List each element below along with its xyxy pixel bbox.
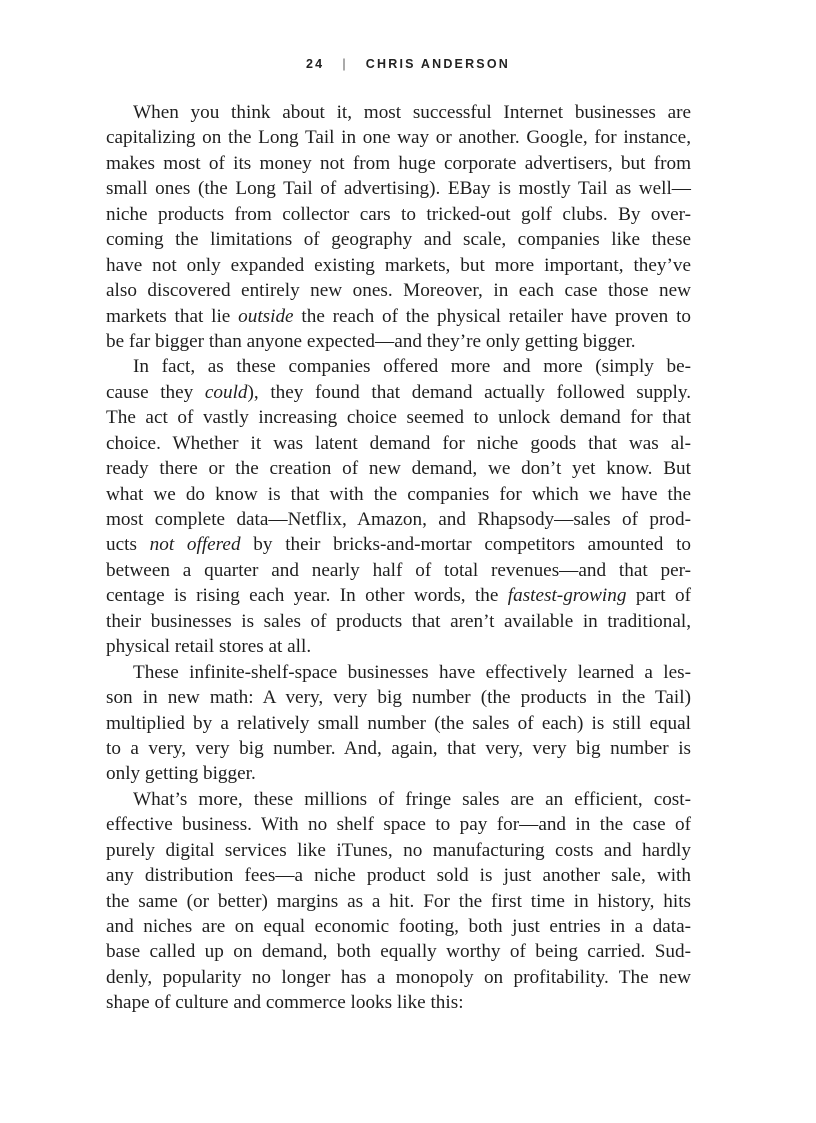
text-run: be far bigger than anyone expected—and they’re only getting bigger. [106, 330, 636, 352]
text-run: centage is rising each year. In other words, the [106, 585, 508, 607]
text-line [106, 914, 691, 939]
text-line [106, 609, 691, 634]
text-run: the same (or better) margins as a hit. For the first time in history, hits [106, 890, 691, 912]
text-line [106, 863, 691, 888]
text-run: and niches are on equal economic footing, both just entries in a data- [106, 916, 691, 937]
header-separator: | [342, 57, 348, 71]
text-line [106, 532, 691, 557]
text-run: part of [626, 585, 691, 607]
text-run: between a quarter and nearly half of total revenues—and that per- [106, 559, 691, 581]
text-run: purely digital services like iTunes, no manufacturing costs and hardly [106, 839, 691, 861]
text-line [106, 202, 691, 227]
text-line [106, 965, 691, 990]
italic-text: outside [238, 305, 294, 327]
text-run: small ones (the Long Tail of advertising). EBay is mostly Tail as well— [106, 178, 691, 200]
text-run: What’s more, these millions of fringe sales are an efficient, cost- [133, 788, 691, 810]
text-line [106, 354, 691, 379]
text-run: most complete data—Netflix, Amazon, and Rhapsody—sales of prod- [106, 509, 691, 530]
running-head [0, 57, 816, 71]
text-run: ), they found that demand actually followed supply. [247, 381, 691, 403]
text-run: son in new math: A very, very big number (the products in the Tail) [106, 687, 691, 709]
text-line [106, 278, 691, 303]
text-line [106, 889, 691, 914]
text-run: effective business. With no shelf space to pay for—and in the case of [106, 814, 691, 836]
text-line [106, 812, 691, 837]
text-line [106, 990, 691, 1015]
text-run: shape of culture and commerce looks like this: [106, 992, 464, 1014]
text-line [106, 939, 691, 964]
text-run: only getting bigger. [106, 763, 256, 785]
italic-text: could [204, 381, 248, 403]
text-run: choice. Whether it was latent demand for niche goods that was al- [106, 432, 691, 454]
text-run: coming the limitations of geography and scale, companies like these [106, 229, 691, 251]
text-run: their businesses is sales of products that aren’t available in traditional, [106, 610, 691, 632]
paragraph [106, 100, 691, 354]
text-line [106, 761, 691, 786]
text-run: to a very, very big number. And, again, that very, very big number is [106, 737, 691, 759]
text-line [106, 482, 691, 507]
text-run: physical retail stores at all. [106, 636, 312, 658]
text-line [106, 227, 691, 252]
text-run: by their bricks-and-mortar competitors amounted to [240, 534, 691, 556]
text-run: the reach of the physical retailer have proven to [293, 305, 691, 327]
text-line [106, 558, 691, 583]
text-line [106, 838, 691, 863]
author-name: CHRIS ANDERSON [365, 57, 510, 71]
text-line [106, 507, 691, 532]
italic-text: not offered [149, 534, 241, 556]
text-line [106, 151, 691, 176]
text-line [106, 736, 691, 761]
text-line [106, 329, 691, 354]
text-run: These infinite-shelf-space businesses have effectively learned a les- [133, 661, 691, 683]
text-line [106, 125, 691, 150]
paragraph [106, 354, 691, 659]
text-line [106, 685, 691, 710]
text-run: capitalizing on the Long Tail in one way or another. Google, for instance, [106, 127, 691, 149]
text-run: niche products from collector cars to tricked-out golf clubs. By over- [106, 203, 691, 225]
text-line [106, 304, 691, 329]
text-run: also discovered entirely new ones. Moreover, in each case those new [106, 280, 691, 302]
text-line [106, 634, 691, 659]
text-line [106, 253, 691, 278]
text-run: The act of vastly increasing choice seemed to unlock demand for that [106, 407, 691, 429]
text-run: multiplied by a relatively small number (the sales of each) is still equal [106, 712, 691, 734]
text-line [106, 176, 691, 201]
text-run: any distribution fees—a niche product sold is just another sale, with [106, 865, 691, 887]
text-line [106, 660, 691, 685]
text-line [106, 583, 691, 608]
text-run: ready there or the creation of new demand, we don’t yet know. But [106, 458, 691, 480]
text-run: have not only expanded existing markets, but more important, they’ve [106, 254, 691, 276]
text-run: cause they [106, 381, 205, 403]
text-line [106, 456, 691, 481]
italic-text: fastest-growing [507, 585, 627, 607]
text-run: When you think about it, most successful Internet businesses are [133, 102, 691, 123]
paragraph [106, 660, 691, 787]
text-run: In fact, as these companies offered more and more (simply be- [133, 356, 691, 378]
text-run: markets that lie [106, 305, 239, 327]
text-run: what we do know is that with the companies for which we have the [106, 483, 691, 505]
text-run: ucts [106, 534, 150, 556]
text-line [106, 711, 691, 736]
text-line [106, 100, 691, 125]
text-run: base called up on demand, both equally worthy of being carried. Sud- [106, 941, 691, 963]
text-line [106, 380, 691, 405]
text-line [106, 787, 691, 812]
page-number: 24 [306, 57, 325, 71]
text-line [106, 405, 691, 430]
paragraph [106, 787, 691, 1016]
text-run: denly, popularity no longer has a monopoly on profitability. The new [106, 966, 691, 988]
text-run: makes most of its money not from huge corporate advertisers, but from [106, 152, 691, 174]
body-text [106, 100, 691, 1016]
text-line [106, 431, 691, 456]
